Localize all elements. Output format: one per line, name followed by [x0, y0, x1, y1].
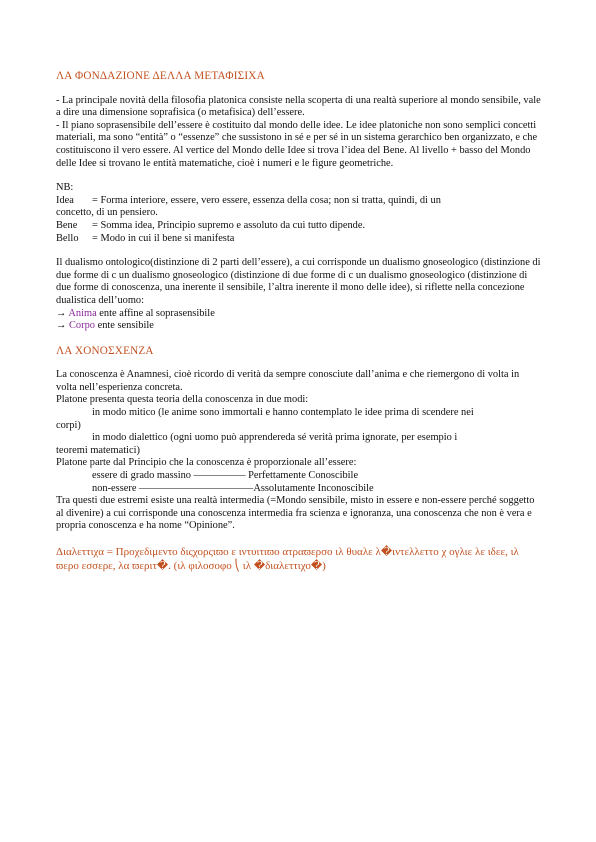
nb-row-bello	[56, 233, 542, 246]
nb-label: NB:	[56, 182, 74, 194]
document-page	[56, 70, 542, 573]
nb-term: Idea	[56, 194, 74, 206]
mode-dialettico: in modo dialettico (ogni uomo può apprendereda sé verità prima ignorate, per esempio i	[92, 432, 458, 444]
nb-definition: = Somma idea, Principio supremo e assoluto da cui tutto dipende.	[92, 219, 366, 231]
dialettica-definition: Διαλεττιχα = Προχεδιμεντο διςχορςιϖο ε ιντυιτιϖο ατραϖερσο ιλ θυαλε λ�ιντελλεττο χ ογλιε λε ιδεε, ιλ ϖερο εσσερε, λα ϖεριτ�. (ιλ φιλοσοφο ⎝ ιλ �διαλεττιχο�)	[56, 546, 519, 572]
section-title-conoscenza: ΛΑ ΧΟΝΟΣΧΕΝΖΑ	[56, 344, 154, 357]
section-title-metafisica: ΛΑ ΦΟΝΔΑΖΙΟΝΕ ΔΕΛΛΑ ΜΕΤΑΦΙΣΙΧΑ	[56, 70, 265, 82]
anima-line	[56, 308, 542, 321]
non-essere-line: non-essere ———————————Assolutamente Inconoscibile	[92, 482, 374, 494]
arrow-icon: →	[56, 320, 69, 332]
arrow-icon: →	[56, 307, 69, 319]
anima-description: ente affine al soprasensibile	[96, 307, 215, 319]
paragraph-anamnesi: La conoscenza è Anamnesi, cioè ricordo di verità da sempre conosciute dall’anima e che riemergono di volta in volta nell’esperienza concreta.	[56, 369, 520, 393]
paragraph-opinione: Tra questi due estremi esiste una realtà intermedia (=Mondo sensibile, misto in essere e non-essere perché soggetto al divenire) a cui corrisponde una conoscenza intermedia fra scienza e ignoranza, una conoscenza che non è vera e propria conoscenza e ha nome “Opinione”.	[56, 495, 535, 532]
mode-mitico: in modo mitico (le anime sono immortali e hanno contemplato le idee prima di scendere nei	[92, 407, 474, 419]
corpo-word: Corpo	[69, 320, 95, 332]
paragraph-novita: - La principale novità della filosofia platonica consiste nella scoperta di una realtà superiore al mondo sensibile, vale a dire una dimensione soprafisica (o metafisica) dell’essere.	[56, 94, 541, 119]
nb-term: Bene	[56, 219, 78, 231]
essere-line: essere di grado massino ————— Perfettamente Conoscibile	[92, 470, 359, 482]
mode-dialettico-continued: teoremi matematici)	[56, 444, 140, 456]
paragraph-principio: Platone parte dal Principio che la conoscenza è proporzionale all’essere:	[56, 457, 357, 469]
nb-term: Bello	[56, 232, 79, 244]
mode-mitico-continued: corpi)	[56, 419, 81, 431]
anima-word: Anima	[68, 307, 97, 319]
nb-definition: = Forma interiore, essere, vero essere, essenza della cosa; non si tratta, quindi, di un	[92, 194, 441, 206]
nb-definition: = Modo in cui il bene si manifesta	[92, 232, 235, 244]
corpo-line	[56, 320, 542, 333]
paragraph-due-modi: Platone presenta questa teoria della conoscenza in due modi:	[56, 394, 309, 406]
paragraph-piano-soprasensibile: - Il piano soprasensibile dell’essere è costituito dal mondo delle idee. Le idee platoniche non sono semplici concetti materiali, ma sono “entità” o “essenze” che sussistono in sé e per sé in un sistema gerarchico ben organizzato, e che costituiscono il vero essere. Al vertice del Mondo delle Idee si trova l’idea del Bene. Al livello + basso del Mondo delle Idee si trovano le entità matematiche, cioè i numeri e le figure geometriche.	[56, 119, 538, 169]
corpo-description: ente sensibile	[94, 320, 154, 332]
nb-row-bene	[56, 220, 542, 233]
nb-definition-continued: concetto, di un pensiero.	[56, 207, 158, 219]
nb-row-idea	[56, 195, 542, 208]
paragraph-dualismo: Il dualismo ontologico(distinzione di 2 parti dell’essere), a cui corrisponde un dualismo gnoseologico (distinzione di due forme di c un dualismo gnoseologico (distinzione di due forme di c un dualismo gnoseologico (distinzione di due forme di conoscenza, una inerente il sensibile, l’altra inerente il mono delle idee), si riflette nella concezione dualistica dell’uomo:	[56, 257, 541, 306]
